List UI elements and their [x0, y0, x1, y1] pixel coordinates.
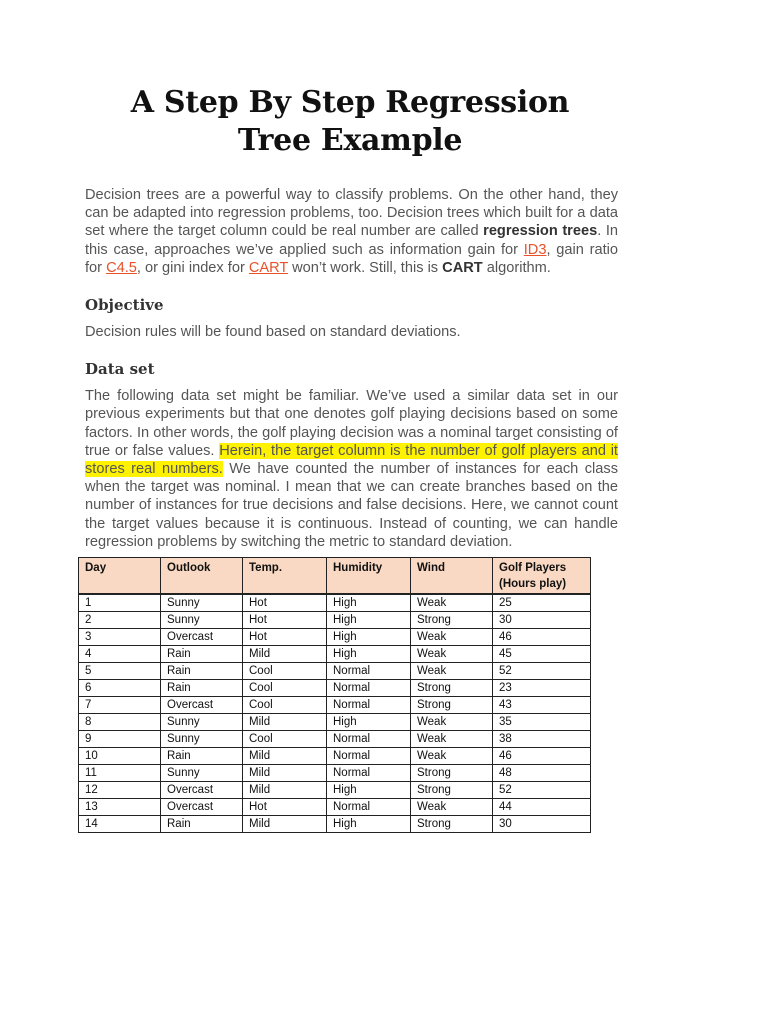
cell-day: 4 — [79, 646, 161, 663]
cell-outlook: Overcast — [161, 697, 243, 714]
cell-temp: Hot — [243, 612, 327, 629]
cell-wind: Weak — [411, 594, 493, 612]
cell-humidity: High — [327, 646, 411, 663]
cell-temp: Cool — [243, 663, 327, 680]
header-wind: Wind — [411, 558, 493, 595]
intro-text-5: won’t work. Still, this is — [288, 259, 443, 276]
cell-outlook: Rain — [161, 663, 243, 680]
cell-temp: Hot — [243, 594, 327, 612]
cell-humidity: High — [327, 594, 411, 612]
cell-outlook: Sunny — [161, 765, 243, 782]
intro-text-6: algorithm. — [482, 259, 551, 276]
intro-text-3: , gain ratio for — [85, 241, 618, 276]
cell-day: 2 — [79, 612, 161, 629]
table-header-row — [79, 558, 591, 595]
table-row — [79, 663, 591, 680]
cell-humidity: High — [327, 612, 411, 629]
cell-wind: Weak — [411, 629, 493, 646]
cell-outlook: Overcast — [161, 782, 243, 799]
cell-outlook: Rain — [161, 680, 243, 697]
intro-text-1: Decision trees are a powerful way to classify problems. On the other hand, they can be adapted into regression problems, too. Decision trees which built for a data set where the target column could be real number are called — [85, 187, 618, 240]
cell-golf-players: 52 — [493, 782, 591, 799]
cell-humidity: Normal — [327, 697, 411, 714]
cell-wind: Strong — [411, 612, 493, 629]
intro-paragraph — [85, 186, 618, 277]
cell-outlook: Rain — [161, 748, 243, 765]
cell-humidity: Normal — [327, 731, 411, 748]
cell-wind: Weak — [411, 731, 493, 748]
dataset-text-1: The following data set might be familiar. We’ve used a similar data set in our previous experiments but that one denotes golf playing decisions based on some factors. In other words, the golf playing decision was a nominal target consisting of true or false values. — [85, 388, 618, 459]
cell-temp: Mild — [243, 782, 327, 799]
cell-day: 6 — [79, 680, 161, 697]
cell-temp: Mild — [243, 646, 327, 663]
cell-golf-players: 30 — [493, 612, 591, 629]
cell-golf-players: 30 — [493, 816, 591, 833]
cell-outlook: Sunny — [161, 714, 243, 731]
objective-heading: Objective — [85, 296, 164, 315]
cell-humidity: High — [327, 714, 411, 731]
cell-temp: Mild — [243, 748, 327, 765]
dataset-paragraph — [85, 387, 618, 551]
dataset-text-2: We have counted the number of instances for each class when the target was nominal. I mean that we can create branches based on the number of instances for true decisions and false decisions. Here, we cannot count the target values because it is continuous. Instead of counting, we can handle regression problems by switching the metric to standard deviation. — [85, 461, 618, 550]
cell-day: 14 — [79, 816, 161, 833]
table-row — [79, 816, 591, 833]
id3-link[interactable]: ID3 — [523, 241, 547, 258]
cell-wind: Weak — [411, 714, 493, 731]
cell-golf-players: 46 — [493, 748, 591, 765]
table-row — [79, 799, 591, 816]
table-row — [79, 629, 591, 646]
cell-day: 3 — [79, 629, 161, 646]
cell-temp: Hot — [243, 799, 327, 816]
table-row — [79, 612, 591, 629]
table-row — [79, 731, 591, 748]
intro-text-2: . In this case, approaches we’ve applied such as information gain for — [85, 223, 618, 258]
cell-wind: Weak — [411, 799, 493, 816]
regression-trees-bold: regression trees — [483, 223, 598, 240]
cell-humidity: Normal — [327, 799, 411, 816]
header-humidity: Humidity — [327, 558, 411, 595]
cell-day: 7 — [79, 697, 161, 714]
cell-golf-players: 23 — [493, 680, 591, 697]
cell-golf-players: 48 — [493, 765, 591, 782]
intro-text-4: , or gini index for — [136, 259, 249, 276]
c45-link[interactable]: C4.5 — [106, 259, 137, 276]
cell-day: 10 — [79, 748, 161, 765]
cell-humidity: Normal — [327, 663, 411, 680]
cell-wind: Strong — [411, 697, 493, 714]
cell-outlook: Overcast — [161, 799, 243, 816]
dataset-heading: Data set — [85, 360, 155, 379]
cart-link[interactable]: CART — [248, 259, 289, 276]
table-row — [79, 594, 591, 612]
cell-wind: Strong — [411, 680, 493, 697]
cell-humidity: Normal — [327, 765, 411, 782]
title-line-2: Tree Example — [237, 123, 463, 158]
header-temp: Temp. — [243, 558, 327, 595]
cell-humidity: Normal — [327, 680, 411, 697]
title-line-1: A Step By Step Regression — [130, 85, 570, 120]
cell-outlook: Sunny — [161, 594, 243, 612]
table-row — [79, 697, 591, 714]
cell-temp: Cool — [243, 680, 327, 697]
cell-temp: Cool — [243, 731, 327, 748]
cell-humidity: Normal — [327, 748, 411, 765]
cell-golf-players: 44 — [493, 799, 591, 816]
cell-wind: Strong — [411, 816, 493, 833]
cell-humidity: High — [327, 782, 411, 799]
cell-day: 9 — [79, 731, 161, 748]
cell-golf-players: 38 — [493, 731, 591, 748]
cell-wind: Weak — [411, 663, 493, 680]
cell-temp: Mild — [243, 765, 327, 782]
cell-outlook: Overcast — [161, 629, 243, 646]
header-outlook: Outlook — [161, 558, 243, 595]
cell-temp: Mild — [243, 816, 327, 833]
cell-golf-players: 35 — [493, 714, 591, 731]
cell-day: 11 — [79, 765, 161, 782]
header-golf-players: Golf Players (Hours play) — [493, 558, 591, 595]
cell-golf-players: 25 — [493, 594, 591, 612]
cell-temp: Cool — [243, 697, 327, 714]
cell-outlook: Rain — [161, 646, 243, 663]
table-body — [79, 594, 591, 833]
objective-paragraph: Decision rules will be found based on standard deviations. — [85, 324, 461, 341]
cell-day: 8 — [79, 714, 161, 731]
cell-wind: Weak — [411, 748, 493, 765]
document-page — [85, 84, 618, 833]
table-row — [79, 646, 591, 663]
cell-day: 12 — [79, 782, 161, 799]
cell-outlook: Sunny — [161, 612, 243, 629]
cell-wind: Weak — [411, 646, 493, 663]
cell-golf-players: 52 — [493, 663, 591, 680]
table-row — [79, 765, 591, 782]
cell-temp: Mild — [243, 714, 327, 731]
cell-day: 1 — [79, 594, 161, 612]
cell-golf-players: 46 — [493, 629, 591, 646]
header-day: Day — [79, 558, 161, 595]
cell-wind: Strong — [411, 782, 493, 799]
page-title — [70, 84, 630, 160]
cell-temp: Hot — [243, 629, 327, 646]
cell-humidity: High — [327, 629, 411, 646]
table-row — [79, 680, 591, 697]
cell-golf-players: 43 — [493, 697, 591, 714]
table-row — [79, 782, 591, 799]
highlighted-text: Herein, the target column is the number of golf players and it stores real numbers. — [85, 442, 618, 478]
cell-day: 13 — [79, 799, 161, 816]
cell-humidity: High — [327, 816, 411, 833]
cell-outlook: Rain — [161, 816, 243, 833]
table-row — [79, 748, 591, 765]
cell-outlook: Sunny — [161, 731, 243, 748]
cell-wind: Strong — [411, 765, 493, 782]
table-row — [79, 714, 591, 731]
cell-golf-players: 45 — [493, 646, 591, 663]
cell-day: 5 — [79, 663, 161, 680]
golf-data-table — [78, 557, 591, 833]
cart-bold: CART — [442, 259, 483, 276]
